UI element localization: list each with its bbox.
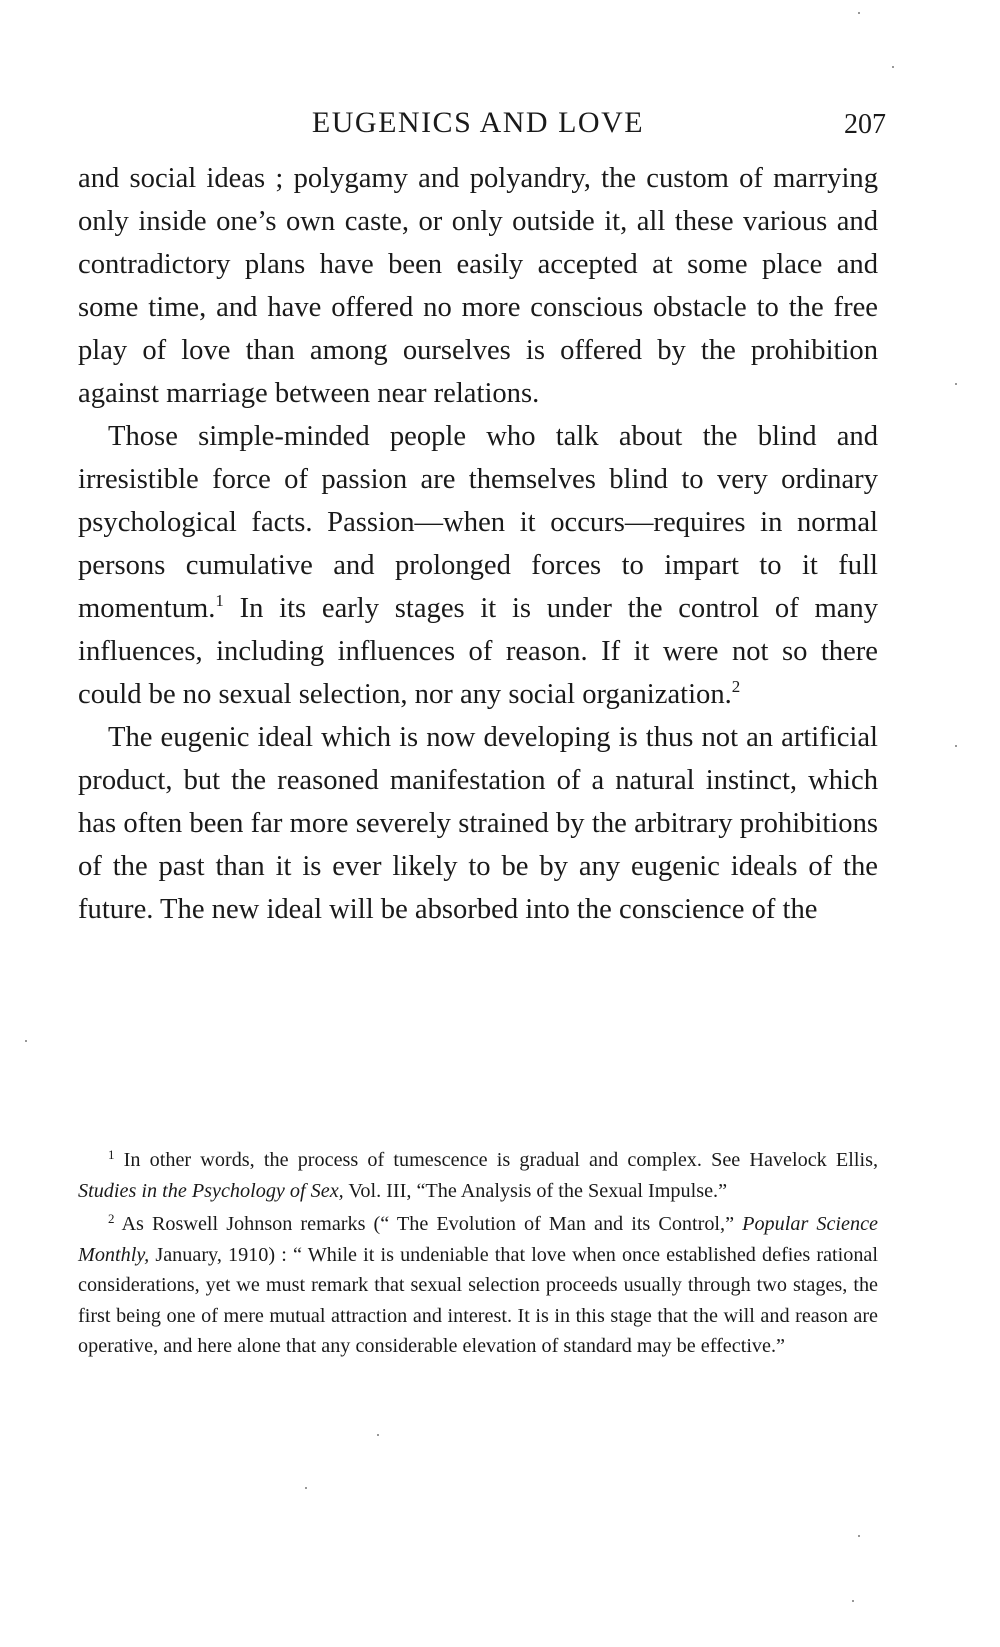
footnote-1 [78,1145,878,1206]
scan-speck [955,383,957,385]
footnote-2-title: Popular Science Monthly, [78,1213,878,1266]
footnote-1-text-a: In other words, the process of tumescence is gradual and complex. See Havelock Ellis, [114,1149,878,1171]
scan-speck [892,66,894,68]
footnote-2-text-b: January, 1910) : “ While it is undeniable that love when once established defies rational considerations, yet we must remark that sexual selection proceeds usually through two stages, the first being one of mere mutual attraction and interest. It is in this stage that the will and reason are operative, and here alone that any considerable elevation of standard may be effective.” [78,1243,878,1357]
scan-speck [377,1434,379,1436]
footnote-2-marker: 2 [108,1211,115,1226]
paragraph-1: and social ideas ; polygamy and polyandry, the custom of marrying only inside one’s own caste, or only outside it, all these various and contradictory plans have been easily accepted at some place and some time, and have offered no more conscious obstacle to the free play of love than among ourselves is offered by the prohibition against marriage between near relations. [78,163,878,409]
footnote-1-marker: 1 [108,1147,115,1162]
paragraph-2-part-b: In its early stages it is under the control of many influences, including influences of reason. If it were not so there could be no sexual selection, nor any social organization. [78,593,878,710]
footnotes [78,1145,878,1362]
running-title: EUGENICS AND LOVE [311,106,645,139]
footnote-2-text-a: As Roswell Johnson remarks (“ The Evolution of Man and its Control,” [114,1213,743,1235]
footnote-1-text-b: Vol. III, “The Analysis of the Sexual Impulse.” [343,1179,728,1202]
scan-speck [858,12,860,14]
footnote-ref-1: 1 [215,591,224,610]
scan-speck [305,1487,307,1489]
running-head [78,103,886,143]
page-number: 207 [844,109,886,140]
paragraph-3: The eugenic ideal which is now developing is thus not an artificial product, but the reasoned manifestation of a natural instinct, which has often been far more severely strained by the arbitrary prohibitions of the past than it is ever likely to be by any eugenic ideals of the future. The new ideal will be absorbed into the conscience of the [78,722,878,925]
body-text [78,157,878,931]
scan-speck [955,745,957,747]
scan-speck [858,1535,860,1537]
footnote-ref-2: 2 [731,677,741,696]
footnote-1-title: Studies in the Psychology of Sex, [78,1179,344,1202]
paragraph-2 [78,415,878,716]
footnote-2 [78,1209,878,1362]
paragraph-2-part-a: Those simple-minded people who talk about the blind and irresistible force of passion are themselves blind to very ordinary psychological facts. Passion—when it occurs—requires in normal persons cumulative and prolonged forces to impart to it full momentum. [78,421,878,624]
scan-speck [852,1600,854,1602]
scan-speck [25,1040,27,1042]
